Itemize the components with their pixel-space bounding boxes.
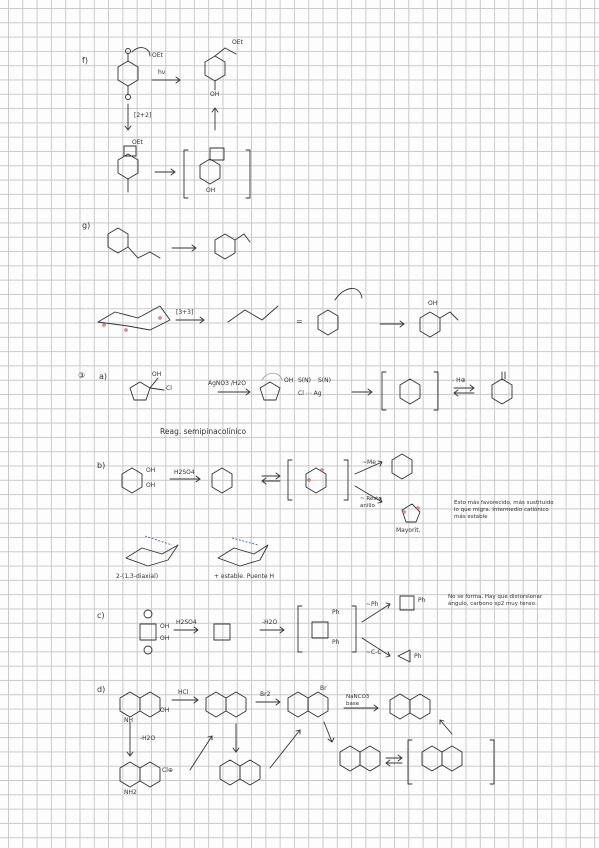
f-oet-product: OEt bbox=[232, 39, 243, 46]
c-reagent: H2SO4 bbox=[176, 619, 197, 626]
d-br: Br bbox=[320, 685, 327, 692]
f-hv-label: hν bbox=[158, 69, 166, 76]
section-3-label: ③ bbox=[78, 371, 86, 380]
a-reaction-name: Reag. semipinacolínico bbox=[160, 427, 247, 436]
a-reagent: AgNO3 /H2O bbox=[208, 380, 246, 387]
d-reagent1: HCl bbox=[178, 689, 189, 696]
b-major: Mayorit. bbox=[396, 527, 421, 534]
b-oh1: OH bbox=[146, 467, 156, 474]
a-oh: OH bbox=[152, 371, 162, 378]
f-oh-bracket: OH bbox=[206, 187, 216, 194]
b-chair-2 bbox=[218, 538, 268, 566]
f-intermediate bbox=[118, 146, 138, 192]
c-oh2: OH bbox=[160, 635, 170, 642]
d-oh: OH bbox=[160, 707, 170, 714]
section-g-label: g) bbox=[82, 221, 91, 230]
d-nh: NH bbox=[124, 717, 133, 724]
f-product-ring bbox=[205, 48, 236, 90]
a-note2: S(N) bbox=[318, 377, 331, 384]
c-reagent2: -H2O bbox=[262, 619, 278, 626]
f-oet-label: OEt bbox=[152, 52, 163, 59]
b-product-major bbox=[402, 504, 420, 522]
b-chair-1 bbox=[126, 536, 178, 566]
c-path-up: ~Ph bbox=[366, 601, 379, 608]
c-bracket bbox=[298, 606, 302, 652]
g-tt-intermediate bbox=[228, 306, 278, 322]
b-reagent: H2SO4 bbox=[174, 469, 195, 476]
c-ph1: Ph bbox=[332, 609, 340, 616]
section-d-label: d) bbox=[97, 685, 106, 694]
f-oet-intermediate: OEt bbox=[132, 139, 143, 146]
b-bracket bbox=[288, 460, 292, 500]
a-bracket bbox=[382, 372, 386, 410]
b-path-up: ~Me bbox=[362, 459, 376, 466]
a-reactant bbox=[130, 378, 164, 400]
f-bracket bbox=[184, 150, 188, 198]
d-reagent2: Br2 bbox=[260, 691, 271, 698]
d-lower-3 bbox=[340, 746, 380, 771]
b-oh2: OH bbox=[146, 482, 156, 489]
g-final bbox=[420, 312, 458, 337]
c-path-down: ~C-C bbox=[366, 649, 382, 656]
b-diaxial: 2-(1,3-diaxial) bbox=[116, 573, 159, 580]
d-product bbox=[390, 694, 430, 719]
f-cyclo-label: [2+2] bbox=[134, 112, 152, 119]
g-reactant bbox=[108, 228, 160, 258]
g-chair bbox=[98, 306, 170, 331]
g-equals: = bbox=[296, 317, 303, 326]
b-reactant bbox=[122, 468, 142, 493]
d-reactant bbox=[120, 692, 160, 717]
c-reactant bbox=[140, 610, 156, 654]
g-cyclo-label: [3+3] bbox=[176, 309, 194, 316]
g-enol bbox=[318, 288, 362, 335]
d-nh2: NH2 bbox=[124, 789, 137, 796]
c-oh1: OH bbox=[160, 623, 170, 630]
a-oh2: OH bbox=[284, 377, 294, 384]
b-note: Esto más favorecido, más sustituido lo que migra. Intermedio catiónico más estable bbox=[454, 500, 554, 520]
a-complex bbox=[260, 373, 282, 400]
c-product-down bbox=[398, 650, 410, 662]
section-c-label: c) bbox=[97, 611, 105, 620]
g-oh: OH bbox=[428, 300, 438, 307]
f-reactant-ring bbox=[118, 48, 150, 100]
b-path-down: ~ Resto anillo bbox=[360, 496, 382, 509]
section-a-label: a) bbox=[99, 372, 108, 381]
d-minus-h2o: -H2O bbox=[140, 735, 156, 742]
a-minus-h: - H⊕ bbox=[452, 377, 466, 384]
c-product-up bbox=[400, 596, 414, 610]
c-ph4: Ph bbox=[414, 653, 422, 660]
c-ph3: Ph bbox=[418, 597, 426, 604]
d-lower-1 bbox=[120, 762, 160, 787]
b-note2: + estable. Puente H bbox=[214, 573, 275, 580]
d-reagent3: NaNCO3 base bbox=[346, 694, 370, 707]
d-lower-2 bbox=[220, 760, 260, 785]
d-bracket bbox=[408, 740, 412, 784]
g-product bbox=[215, 234, 250, 259]
f-oh-product: OH bbox=[210, 91, 220, 98]
section-b-label: b) bbox=[97, 461, 106, 470]
d-cl: Cl⊕ bbox=[162, 767, 173, 774]
a-note3: Cl ⋯ Ag bbox=[298, 390, 322, 397]
c-note: No se forma. Hay que distorsionar ángulo, carbono sp2 muy tenso. bbox=[448, 594, 543, 607]
a-cl: Cl bbox=[166, 385, 172, 392]
a-product bbox=[492, 372, 512, 404]
a-note1: S(N) bbox=[298, 377, 311, 384]
section-f-label: f) bbox=[82, 56, 88, 65]
c-ph2: Ph bbox=[332, 639, 340, 646]
b-product-ketone bbox=[392, 454, 412, 479]
